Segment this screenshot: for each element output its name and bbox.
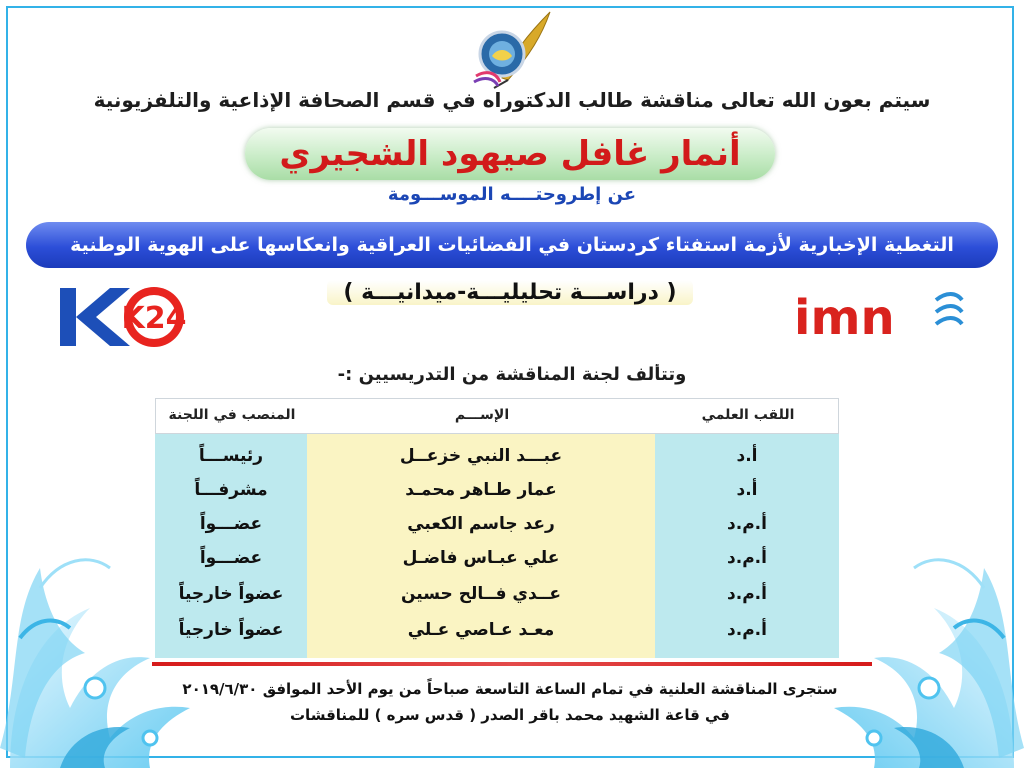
member-rank: أ.م.د (727, 620, 767, 640)
member-name: علي عبـاس فاضـل (402, 548, 560, 568)
member-rank: أ.م.د (727, 548, 767, 568)
member-role: رئيســـاً (198, 446, 264, 466)
thesis-title: التغطية الإخبارية لأزمة استفتاء كردستان في الفضائيات العراقية وانعكاسها على الهوية الوطنية (70, 234, 954, 256)
table-row (155, 512, 839, 542)
member-rank: أ.م.د (727, 584, 767, 604)
study-type-text: ( دراســـة تحليليـــة-ميدانيـــة ) (327, 280, 692, 305)
header-rank: اللقب العلمي (701, 407, 795, 423)
k24-logo-text: K24 (121, 301, 187, 336)
table-row (155, 582, 839, 612)
k24-logo (58, 284, 188, 350)
footer-venue-line: في قاعة الشهيد محمد باقر الصدر ( قدس سره ) للمناقشات (289, 706, 731, 724)
member-rank: أ.م.د (727, 514, 767, 534)
thesis-title-banner (26, 222, 998, 268)
committee-table (155, 398, 839, 658)
member-name: عــدي فــالح حسين (400, 584, 562, 604)
member-name: عبـــد النبي خزعــل (399, 446, 563, 466)
table-header (155, 398, 839, 434)
table-row (155, 478, 839, 508)
imn-logo (790, 286, 964, 344)
member-name: معـد عـاصي عـلي (407, 620, 555, 640)
member-name: عمار طـاهر محمـد (405, 480, 557, 500)
candidate-name: أنمار غافل صيهود الشجيري (279, 134, 741, 174)
member-rank: أ.د (736, 446, 758, 466)
footer-date-line: ستجرى المناقشة العلنية في تمام الساعة التاسعة صباحاً من يوم الأحد الموافق ٢٠١٩/٦/٣٠ (182, 680, 838, 698)
table-row (155, 444, 839, 474)
thesis-label: عن إطروحتــــه الموســـومة (387, 184, 637, 205)
table-row (155, 546, 839, 576)
study-type (275, 280, 745, 320)
member-name: رعد جاسم الكعبي (407, 514, 555, 534)
footer-divider (152, 662, 872, 666)
intro-text: سيتم بعون الله تعالى مناقشة طالب الدكتوراه في قسم الصحافة الإذاعية والتلفزيونية (93, 88, 931, 112)
member-role: مشرفـــاً (194, 480, 268, 500)
member-role: عضواً خارجياً (178, 620, 284, 640)
member-role: عضـــواً (199, 514, 263, 534)
committee-intro: وتتألف لجنة المناقشة من التدريسيين :- (337, 364, 687, 385)
member-role: عضواً خارجياً (178, 584, 284, 604)
table-row (155, 618, 839, 648)
imn-logo-text: imn (794, 290, 895, 344)
header-name: الإســـم (454, 407, 510, 423)
member-role: عضـــواً (199, 548, 263, 568)
member-rank: أ.د (736, 480, 758, 500)
candidate-name-banner (245, 128, 775, 180)
university-emblem-icon (472, 10, 554, 90)
header-role: المنصب في اللجنة (168, 407, 296, 423)
